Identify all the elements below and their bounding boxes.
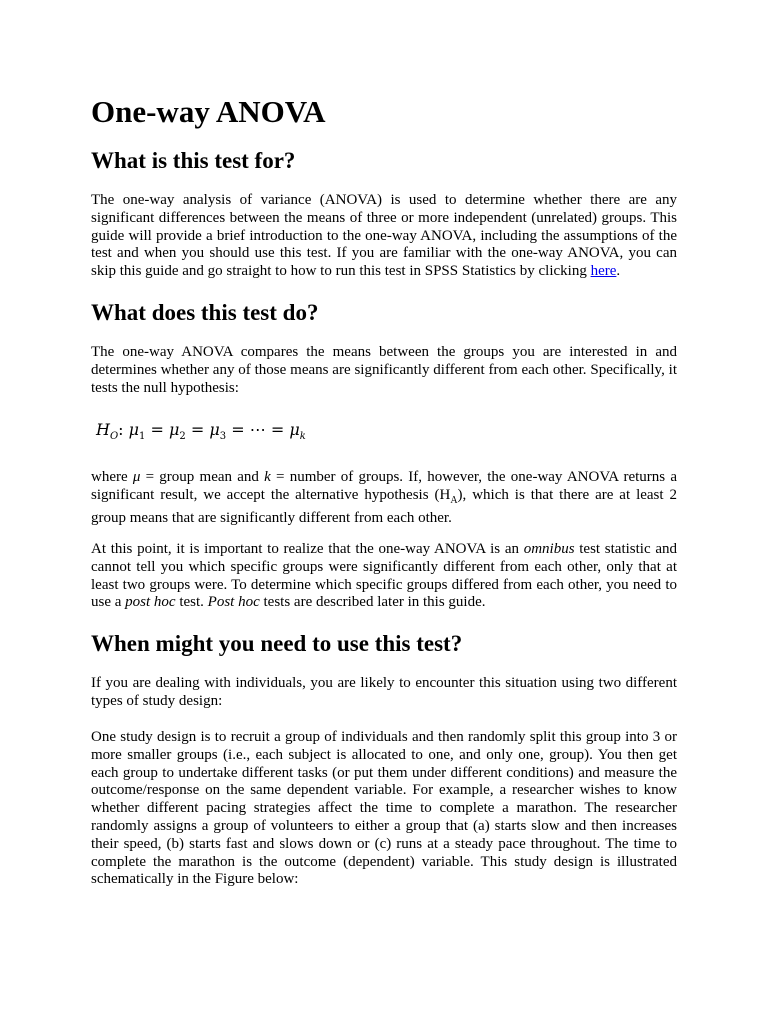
heading-what-does-this-test-do: What does this test do?: [91, 300, 319, 325]
paragraph-compares-means: The one-way ANOVA compares the means between the groups you are interested in and determines whether any of those means are significantly different from each other. Specifically, it tests the null hypothesis:: [91, 344, 677, 396]
paragraph-study-designs: If you are dealing with individuals, you are likely to encounter this situation using two different types of study design:: [91, 675, 677, 709]
paragraph-study-design-example: One study design is to recruit a group of individuals and then randomly split this group into 3 or more smaller groups (i.e., each subject is allocated to one, and only one, group). You then get each group to undertake different tasks (or put them under different conditions) and measure the outcome/response on the same dependent variable. For example, a researcher wishes to know whether different pacing strategies affect the time to complete a marathon. The researcher randomly assigns a group of volunteers to either a group that (a) starts slow and then increases their speed, (b) starts fast and slows down or (c) runs at a steady pace throughout. The time to complete the marathon is the outcome (dependent) variable. This study design is illustrated schematically in the Figure below:: [91, 729, 677, 888]
page-title: One-way ANOVA: [91, 94, 326, 129]
paragraph-intro: The one-way analysis of variance (ANOVA) is used to determine whether there are any significant differences between the means of three or more independent (unrelated) groups. This guide will provide a brief introduction to the one-way ANOVA, including the assumptions of the test and when you should use this test. If you are familiar with the one-way ANOVA, you can skip this guide and go straight to how to run this test in SPSS Statistics by clicking here.: [91, 192, 677, 280]
paragraph-alternative-hypothesis: where μ = group mean and k = number of groups. If, however, the one-way ANOVA returns a significant result, we accept the alternative hypothesis $(H_A)$, which is that there are at least 2 group means that are significantly different from each other.: [91, 469, 677, 526]
heading-when-might-you-need: When might you need to use this test?: [91, 631, 463, 656]
here-link[interactable]: here: [590, 263, 617, 280]
paragraph-omnibus: At this point, it is important to realize that the one-way ANOVA is an omnibus test statistic and cannot tell you which specific groups were significantly different from each other, only that at least two groups were. To determine which specific groups differed from each other, you need to use a post hoc test. Post hoc tests are described later in this guide.: [91, 541, 677, 611]
heading-what-is-this-test-for: What is this test for?: [91, 148, 296, 173]
null-hypothesis-equation: $H_O$: $\mu_1 = \mu_2 = \mu_3$ = ⋯ = $\mu_k$: [96, 420, 306, 443]
